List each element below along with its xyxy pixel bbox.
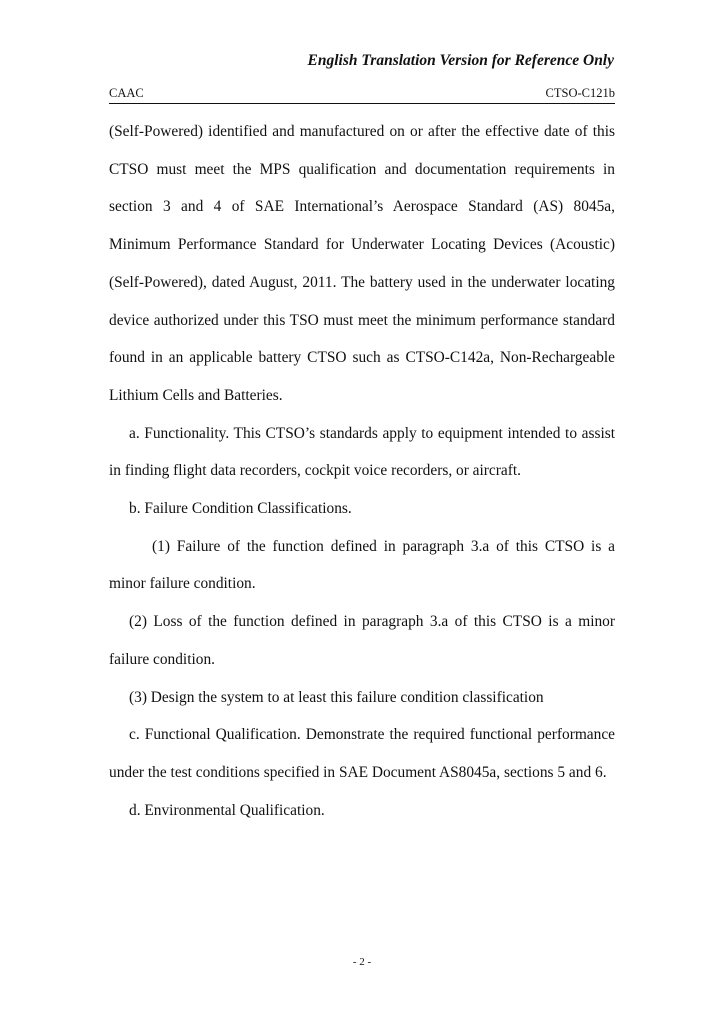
header-authority: CAAC	[109, 86, 144, 100]
paragraph-intro: (Self-Powered) identified and manufactured on or after the effective date of this CTSO must meet the MPS qualification and documentation requirements in section 3 and 4 of SAE International’s Aerospace Standard (AS) 8045a, Minimum Performance Standard for Underwater Locating Devices (Acoustic) (Self-Powered), dated August, 2011. The battery used in the underwater locating device authorized under this TSO must meet the minimum performance standard found in an applicable battery CTSO such as CTSO-C142a, Non-Rechargeable Lithium Cells and Batteries.	[109, 123, 615, 404]
page-number: - 2 -	[352, 956, 372, 968]
paragraph-b-heading: b. Failure Condition Classifications.	[129, 500, 352, 518]
paragraph-c-functional-qualification: c. Functional Qualification. Demonstrate the required functional performance under the test conditions specified in SAE Document AS8045a, sections 5 and 6.	[109, 726, 615, 781]
running-header	[109, 85, 615, 104]
paragraph-d-environmental-qualification: d. Environmental Qualification.	[129, 801, 325, 819]
document-body	[109, 113, 615, 829]
paragraph-b3: (3) Design the system to at least this failure condition classification	[129, 688, 544, 706]
translation-note: English Translation Version for Reference Only	[307, 52, 614, 69]
header-document-id: CTSO-C121b	[545, 86, 615, 100]
paragraph-a-functionality: a. Functionality. This CTSO’s standards apply to equipment intended to assist in finding flight data recorders, cockpit voice recorders, or aircraft.	[109, 424, 615, 480]
paragraph-b1: (1) Failure of the function defined in paragraph 3.a of this CTSO is a minor failure condition.	[109, 537, 615, 593]
paragraph-b2: (2) Loss of the function defined in paragraph 3.a of this CTSO is a minor failure condition.	[109, 613, 615, 668]
